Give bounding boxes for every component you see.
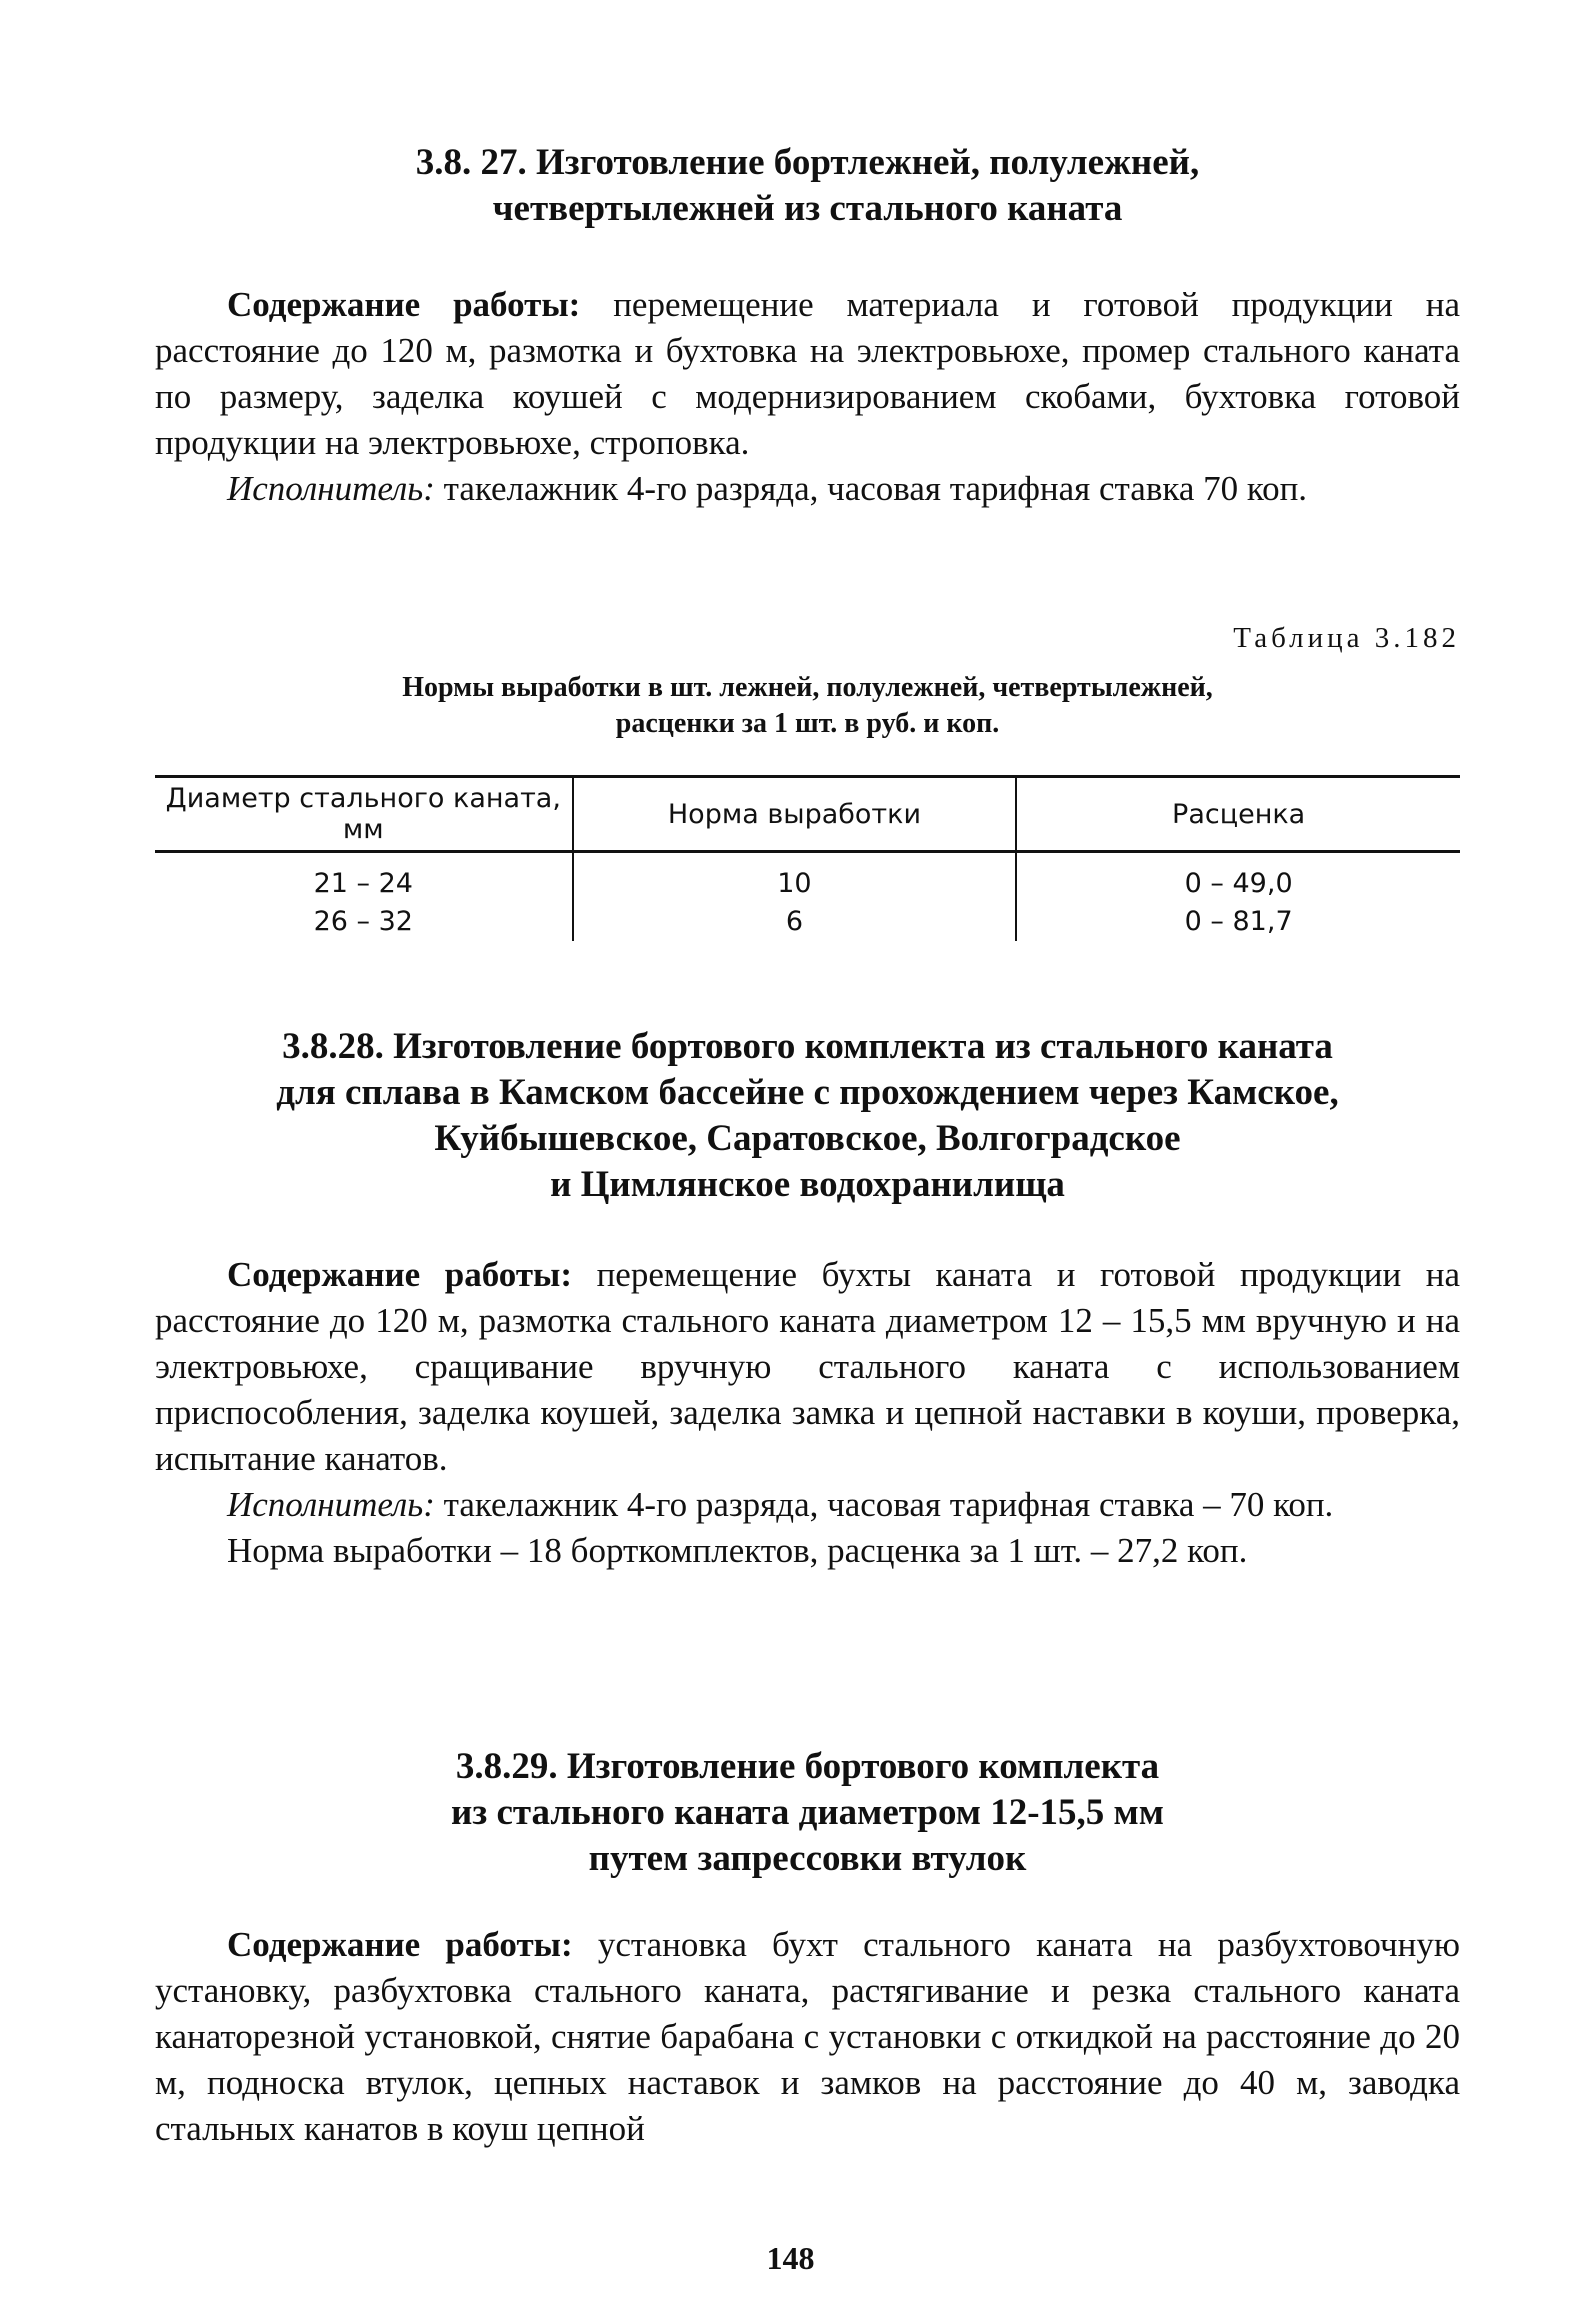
paragraph-label: Исполнитель: (227, 469, 435, 508)
table-cell: 0 – 81,7 (1184, 906, 1293, 937)
section-title (155, 1744, 1460, 1882)
executor-paragraph (155, 466, 1460, 512)
title-line: для сплава в Камском бассейне с прохождением через Камское, (276, 1072, 1339, 1113)
header-norm: Норма выработки (573, 777, 1017, 852)
work-content-paragraph (155, 1252, 1460, 1482)
title-line: 3.8. 27. Изготовление бортлежней, полулежней, (415, 142, 1200, 183)
page-number: 148 (766, 2240, 815, 2276)
section-3-8-27-body (155, 282, 1460, 512)
table-cell: 10 (777, 868, 812, 899)
title-line: из стального каната диаметром 12-15,5 мм (451, 1792, 1164, 1833)
header-rate: Расценка (1016, 777, 1460, 852)
table-caption: Таблица 3.182 (1233, 622, 1460, 654)
title-line: путем запрессовки втулок (588, 1838, 1027, 1879)
title-line: и Цимлянское водохранилища (550, 1164, 1065, 1205)
table-title-line: Нормы выработки в шт. лежней, полулежней, четвертылежней, (402, 672, 1213, 703)
title-line: 3.8.28. Изготовление бортового комплекта из стального каната (282, 1026, 1333, 1067)
header-diameter: Диаметр стального каната, мм (155, 777, 573, 852)
section-3-8-29-body (155, 1922, 1460, 2152)
section-title (155, 140, 1460, 232)
paragraph-label: Содержание работы: (227, 1255, 572, 1294)
table-title (155, 670, 1460, 742)
work-content-paragraph (155, 1922, 1460, 2152)
diameter-cell (155, 852, 573, 942)
norms-table (155, 775, 1460, 941)
paragraph-text: такелажник 4-го разряда, часовая тарифная ставка 70 коп. (443, 469, 1308, 508)
section-3-8-28-body (155, 1252, 1460, 1574)
section-3-8-29 (155, 1744, 1460, 1882)
norm-paragraph (155, 1528, 1460, 1574)
table-row (155, 852, 1460, 942)
norm-cell (573, 852, 1017, 942)
work-content-paragraph (155, 282, 1460, 466)
section-title (155, 1024, 1460, 1208)
table-cell: 0 – 49,0 (1184, 868, 1293, 899)
rate-cell (1016, 852, 1460, 942)
title-line: Куйбышевское, Саратовское, Волгоградское (434, 1118, 1181, 1159)
paragraph-text: Норма выработки – 18 борткомплектов, расценка за 1 шт. – 27,2 коп. (227, 1531, 1248, 1570)
table-cell: 6 (785, 906, 804, 937)
paragraph-label: Содержание работы: (227, 285, 581, 324)
paragraph-text: такелажник 4-го разряда, часовая тарифная ставка – 70 коп. (443, 1485, 1334, 1524)
paragraph-label: Содержание работы: (227, 1925, 573, 1964)
table-cell: 26 – 32 (313, 906, 413, 937)
title-line: 3.8.29. Изготовление бортового комплекта (455, 1746, 1160, 1787)
table-block (155, 622, 1460, 655)
norms-table-wrap (155, 775, 1460, 941)
paragraph-text: перемещение бухты каната и готовой продукции на расстояние до 120 м, размотка стального каната диаметром 12 – 15,5 мм вручную и на электровьюхе, сращивание вручную стального каната с использованием приспособления, заделка коушей, заделка замка и цепной наставки в коуши, проверка, испытание канатов. (155, 1255, 1461, 1478)
paragraph-text: перемещение материала и готовой продукции на расстояние до 120 м, размотка и бухтовка на электровьюхе, промер стального каната по размеру, заделка коушей с модернизированием скобами, бухтовка готовой продукции на электровьюхе, строповка. (155, 285, 1461, 462)
table-cell: 21 – 24 (313, 868, 413, 899)
section-3-8-27 (155, 140, 1460, 232)
table-title-line: расценки за 1 шт. в руб. и коп. (615, 708, 1000, 739)
table-title-block (155, 670, 1460, 742)
title-line: четвертылежней из стального каната (492, 188, 1123, 229)
section-3-8-28 (155, 1024, 1460, 1208)
executor-paragraph (155, 1482, 1460, 1528)
paragraph-text: установка бухт стального каната на разбухтовочную установку, разбухтовка стального каната, растягивание и резка стального каната канаторезной установкой, снятие барабана с установки с откидкой на расстояние до 20 м, подноска втулок, цепных наставок и замков на расстояние до 40 м, заводка стальных канатов в коуш цепной (155, 1925, 1460, 2148)
table-header-row (155, 777, 1460, 852)
paragraph-label: Исполнитель: (227, 1485, 435, 1524)
